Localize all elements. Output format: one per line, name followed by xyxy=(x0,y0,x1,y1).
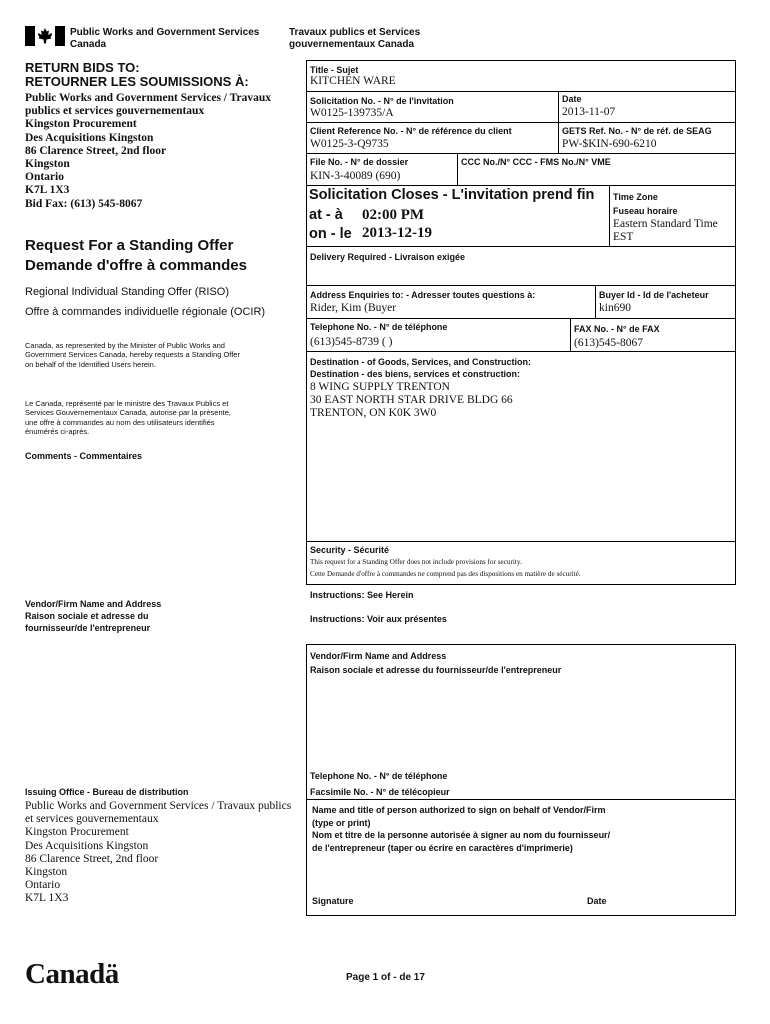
telephone-label: Telephone No. - N° de téléphone xyxy=(310,322,448,332)
issuing-office-label: Issuing Office - Bureau de distribution xyxy=(25,787,189,797)
issuing-office-address: Public Works and Government Services / Travaux publics et services gouvernementaux Kingston Procurement Des Acquisitions Kingston 86 Clarence Street, 2nd floor Kingston Ontario K7L 1X3 xyxy=(25,800,292,905)
bid-fax: Bid Fax: (613) 545-8067 xyxy=(25,197,143,210)
vendor-telephone-label: Telephone No. - N° de téléphone xyxy=(310,771,448,781)
security-text-fr: Cette Demande d'offre à commandes ne comprend pas des dispositions en matière de sécurité. xyxy=(310,570,581,578)
solicitation-number: W0125-139735/A xyxy=(310,107,394,119)
canada-wordmark-logo: Canadä xyxy=(25,958,119,990)
solicitation-label: Solicitation No. - N° de l'invitation xyxy=(310,96,454,106)
fax-label: FAX No. - N° de FAX xyxy=(574,324,660,334)
gets-reference-label: GETS Ref. No. - N° de réf. de SEAG xyxy=(562,126,712,136)
authorized-person-field[interactable] xyxy=(312,862,730,892)
closing-time: 02:00 PM xyxy=(362,207,425,223)
request-title-fr: Demande d'offre à commandes xyxy=(25,257,247,274)
gets-reference-value: PW-$KIN-690-6210 xyxy=(562,138,657,150)
vendor-box-label-fr: Raison sociale et adresse du fournisseur/de l'entrepreneur xyxy=(310,665,562,675)
vendor-box-label-en: Vendor/Firm Name and Address xyxy=(310,651,447,661)
instructions-fr: Instructions: Voir aux présentes xyxy=(310,614,447,624)
return-bids-title: RETURN BIDS TO: xyxy=(25,60,140,75)
authorized-person-label-fr: Nom et titre de la personne autorisée à signer au nom du fournisseur/ xyxy=(312,830,611,840)
comments-label: Comments - Commentaires xyxy=(25,451,143,461)
department-name-en: Public Works and Government Services xyxy=(70,27,260,38)
vendor-name-address-field[interactable] xyxy=(310,680,730,765)
destination-label-fr: Destination - des biens, services et construction: xyxy=(310,369,521,379)
file-number-label: File No. - N° de dossier xyxy=(310,157,409,167)
offer-type-en: Regional Individual Standing Offer (RISO) xyxy=(25,286,230,298)
telephone-value: (613)545-8739 ( ) xyxy=(310,336,393,348)
department-name-fr: Travaux publics et Services xyxy=(289,27,421,38)
vendor-label-fr: Raison sociale et adresse du xyxy=(25,611,149,621)
fax-value: (613)545-8067 xyxy=(574,337,643,349)
buyer-id-value: kin690 xyxy=(599,302,631,314)
closing-on-label: on - le xyxy=(309,226,352,242)
address-enquiries-value: Rider, Kim (Buyer xyxy=(310,302,397,314)
authorized-person-label-fr-2: de l'entrepreneur (taper ou écrire en caractères d'imprimerie) xyxy=(312,842,573,853)
page-number: Page 1 of - de 17 xyxy=(346,972,425,983)
vendor-facsimile-label: Facsimile No. - N° de télécopieur xyxy=(310,787,450,797)
title-value: KITCHEN WARE xyxy=(310,75,396,87)
title-label: Title - Sujet xyxy=(310,65,359,75)
signature-label: Signature xyxy=(312,896,354,906)
authorized-person-label-en: Name and title of person authorized to sign on behalf of Vendor/Firm xyxy=(312,805,606,815)
request-paragraph-fr: Le Canada, représenté par le ministre des Travaux Publics et Services Gouvernementaux Canada, autorise par la présente, une offre à commandes au nom des utilisateurs identifiés énumérés ci-après. xyxy=(25,399,231,436)
signature-date-label: Date xyxy=(587,896,607,906)
time-zone-label: Time Zone Fuseau horaire xyxy=(613,192,678,216)
closing-at-label: at - à xyxy=(309,207,343,223)
solicitation-closes-title: Solicitation Closes - L'invitation prend fin xyxy=(309,187,595,203)
canada-flag-icon xyxy=(25,26,65,46)
client-reference-value: W0125-3-Q9735 xyxy=(310,138,389,150)
date-value: 2013-11-07 xyxy=(562,106,616,118)
address-enquiries-label: Address Enquiries to: - Adresser toutes questions à: xyxy=(310,290,536,300)
request-paragraph-en: Canada, as represented by the Minister of Public Works and Government Services Canada, hereby requests a Standing Offer on behalf of the Identified Users herein. xyxy=(25,341,240,369)
department-country-fr: gouvernementaux Canada xyxy=(289,39,415,50)
destination-label-en: Destination - of Goods, Services, and Construction: xyxy=(310,357,532,367)
instructions-en: Instructions: See Herein xyxy=(310,590,414,600)
return-bids-title-fr: RETOURNER LES SOUMISSIONS À: xyxy=(25,74,249,89)
request-title-en: Request For a Standing Offer xyxy=(25,237,234,254)
offer-type-fr: Offre à commandes individuelle régionale (OCIR) xyxy=(25,306,266,318)
buyer-id-label: Buyer Id - Id de l'acheteur xyxy=(599,290,709,300)
date-label: Date xyxy=(562,94,582,104)
time-zone-value: Eastern Standard Time EST xyxy=(613,218,718,243)
vendor-label-en: Vendor/Firm Name and Address xyxy=(25,599,162,609)
client-reference-label: Client Reference No. - N° de référence du client xyxy=(310,126,512,136)
vendor-label-fr-2: fournisseur/de l'entrepreneur xyxy=(25,623,151,633)
security-label: Security - Sécurité xyxy=(310,545,390,555)
security-text-en: This request for a Standing Offer does not include provisions for security. xyxy=(310,558,522,566)
file-number-value: KIN-3-40089 (690) xyxy=(310,170,401,182)
destination-address: 8 WING SUPPLY TRENTON 30 EAST NORTH STAR DRIVE BLDG 66 TRENTON, ON K0K 3W0 xyxy=(310,381,513,419)
ccc-number-label: CCC No./N° CCC - FMS No./N° VME xyxy=(461,157,611,167)
delivery-required-label: Delivery Required - Livraison exigée xyxy=(310,252,466,262)
department-country-en: Canada xyxy=(70,39,107,50)
return-bids-address: Public Works and Government Services / Travaux publics et services gouvernementaux Kingston Procurement Des Acquisitions Kingston 86 Clarence Street, 2nd floor Kingston Ontario K7L 1X3 Bid Fax: (613) 545-8067 xyxy=(25,92,271,210)
closing-date: 2013-12-19 xyxy=(362,225,432,241)
authorized-person-label-en-2: (type or print) xyxy=(312,817,371,828)
